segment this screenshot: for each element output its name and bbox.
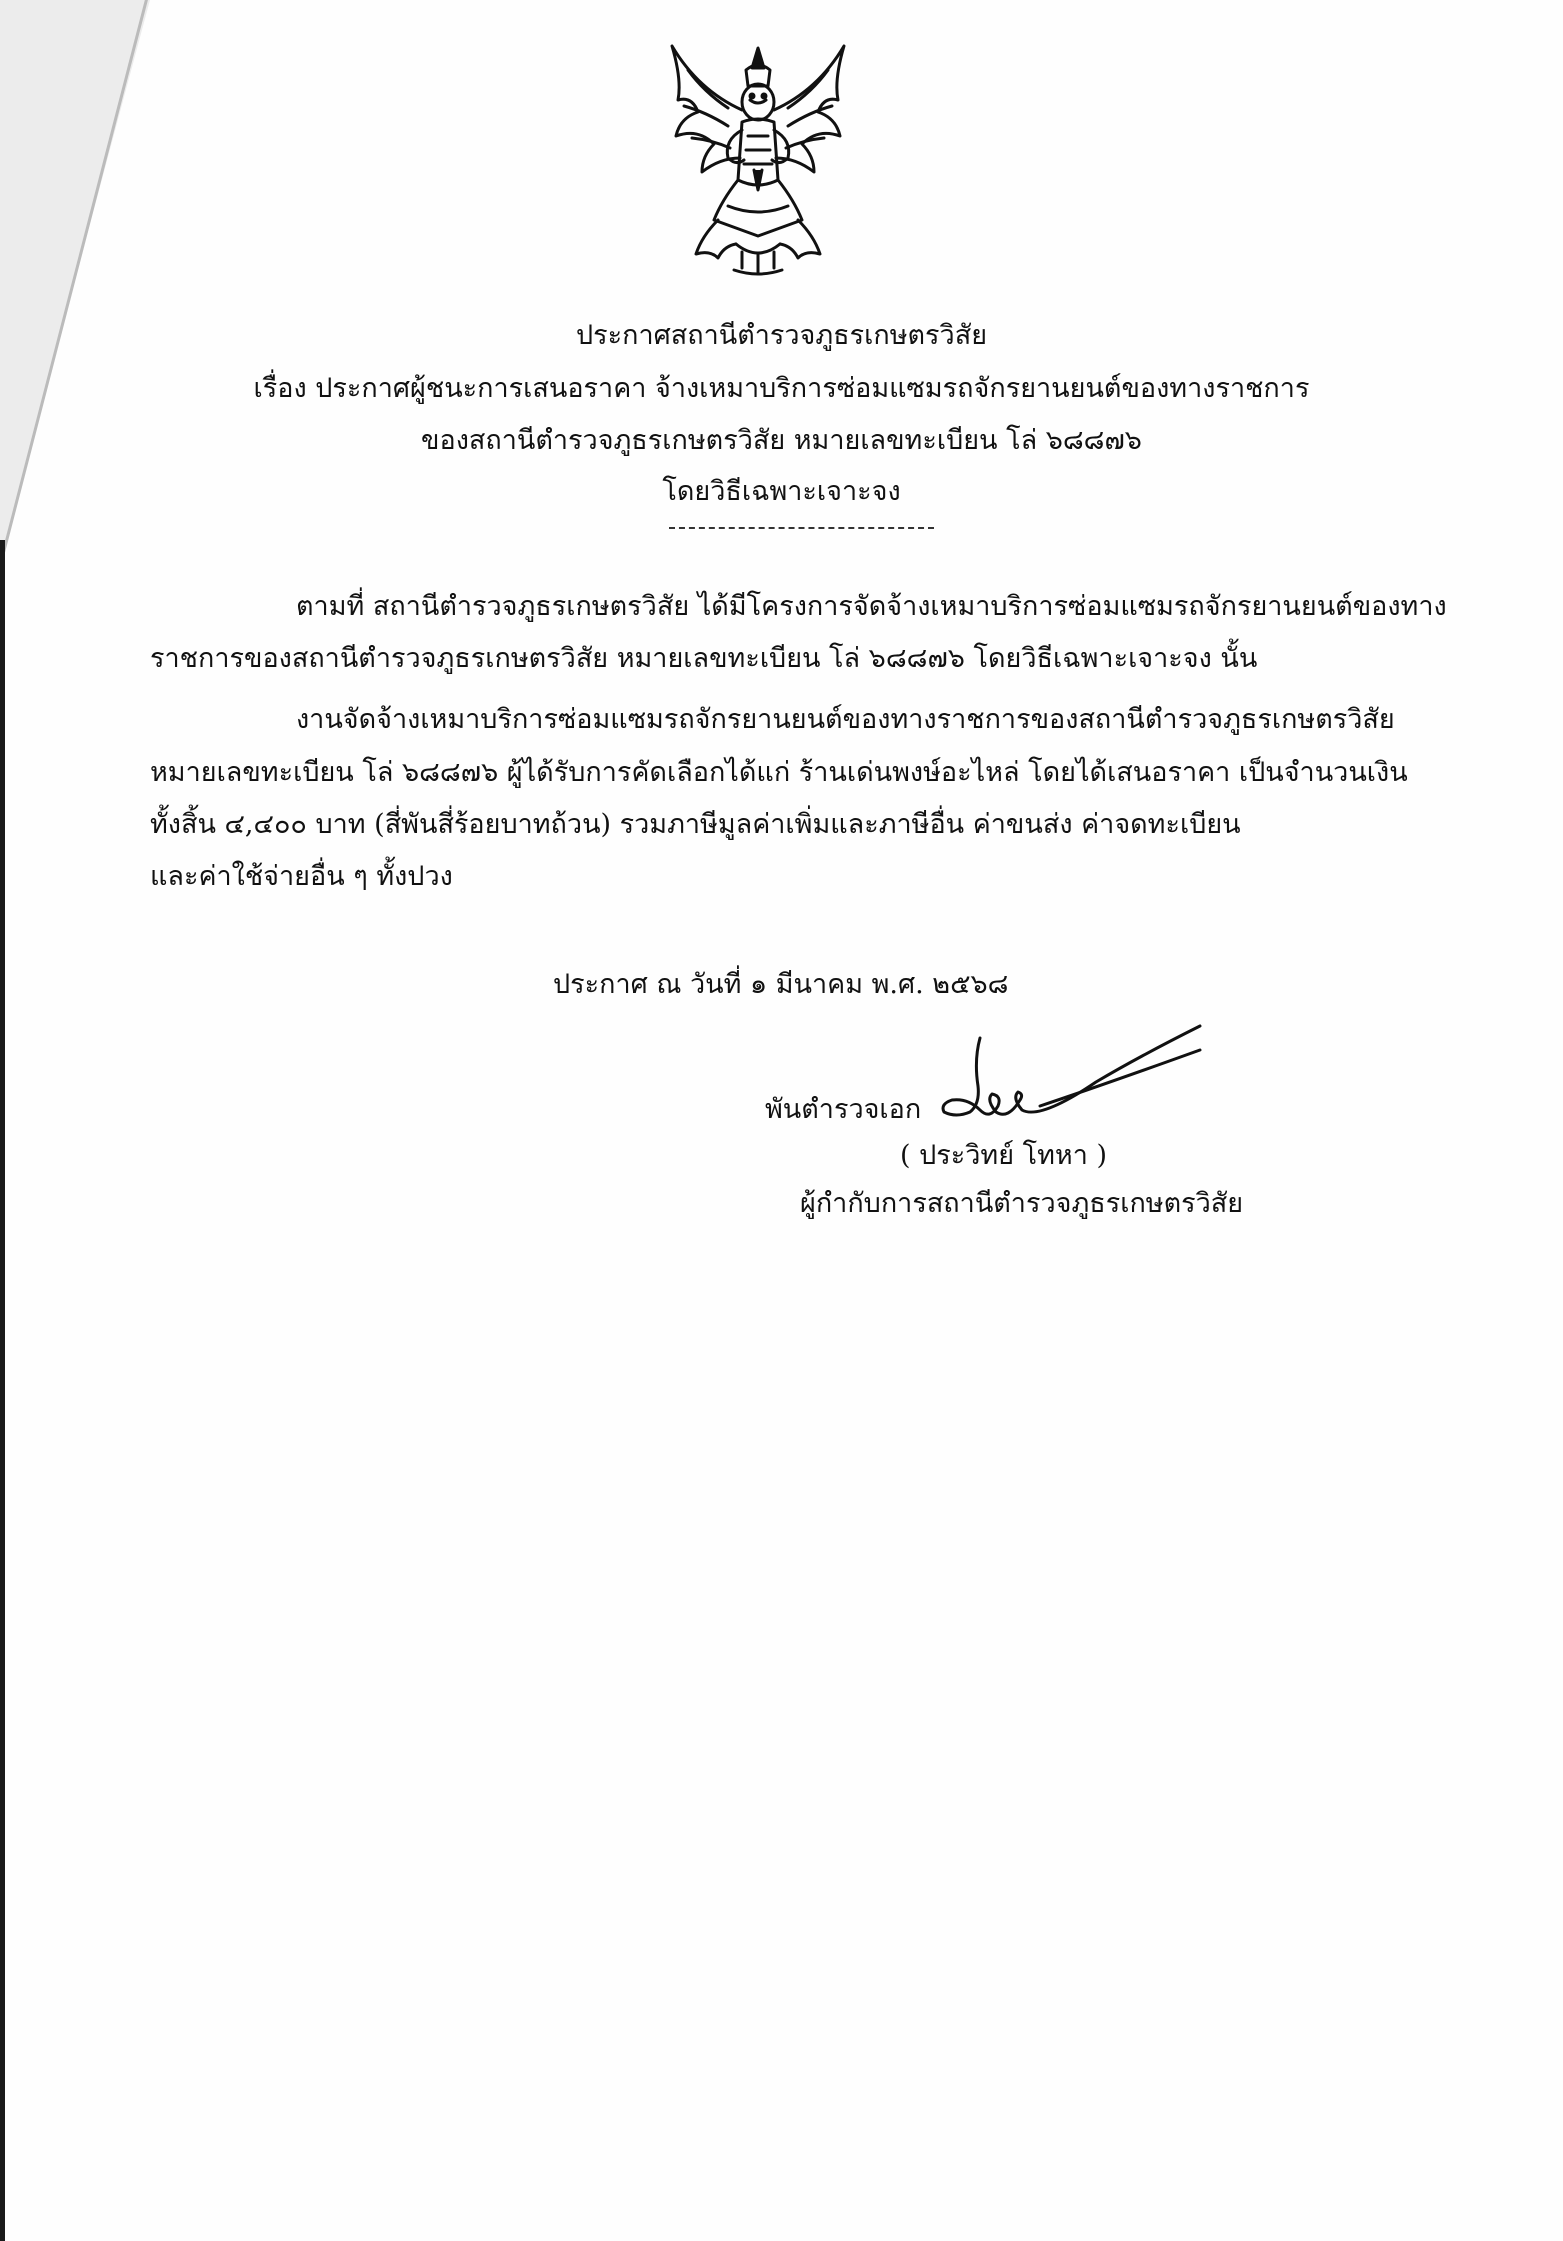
signatory-name: ( ประวิทย์ โทหา ): [900, 1140, 1107, 1171]
subject-line-3: โดยวิธีเฉพาะเจาะจง: [662, 476, 901, 507]
signatory-rank: พันตำรวจเอก: [765, 1094, 922, 1125]
garuda-emblem-icon: [658, 40, 858, 280]
scan-edge-bar: [0, 540, 5, 2241]
paragraph-1-line-1: ตามที่ สถานีตำรวจภูธรเกษตรวิสัย ได้มีโครงการจัดจ้างเหมาบริการซ่อมแซมรถจักรยานยนต์ของทาง: [296, 591, 1447, 622]
paragraph-2-line-1: งานจัดจ้างเหมาบริการซ่อมแซมรถจักรยานยนต์ของทางราชการของสถานีตำรวจภูธรเกษตรวิสัย: [296, 704, 1395, 735]
handwritten-signature: [900, 1020, 1230, 1140]
subject-line-2: ของสถานีตำรวจภูธรเกษตรวิสัย หมายเลขทะเบียน โล่ ๖๘๘๗๖: [421, 425, 1142, 456]
paragraph-2-line-3: ทั้งสิ้น ๔,๔๐๐ บาท (สี่พันสี่ร้อยบาทถ้วน) รวมภาษีมูลค่าเพิ่มและภาษีอื่น ค่าขนส่ง ค่าจดทะเบียน: [150, 809, 1241, 840]
header-divider: [669, 527, 934, 529]
paragraph-2-line-2: หมายเลขทะเบียน โล่ ๖๘๘๗๖ ผู้ได้รับการคัดเลือกได้แก่ ร้านเด่นพงษ์อะไหล่ โดยได้เสนอราคา เป็นจำนวนเงิน: [150, 757, 1408, 788]
paragraph-2-line-4: และค่าใช้จ่ายอื่น ๆ ทั้งปวง: [150, 861, 453, 892]
paragraph-1-line-2: ราชการของสถานีตำรวจภูธรเกษตรวิสัย หมายเลขทะเบียน โล่ ๖๘๘๗๖ โดยวิธีเฉพาะเจาะจง นั้น: [150, 643, 1258, 674]
announcement-date: ประกาศ ณ วันที่ ๑ มีนาคม พ.ศ. ๒๕๖๘: [553, 969, 1009, 1000]
document-title: ประกาศสถานีตำรวจภูธรเกษตรวิสัย: [575, 320, 988, 351]
subject-line-1: เรื่อง ประกาศผู้ชนะการเสนอราคา จ้างเหมาบริการซ่อมแซมรถจักรยานยนต์ของทางราชการ: [253, 373, 1310, 404]
signatory-position: ผู้กำกับการสถานีตำรวจภูธรเกษตรวิสัย: [800, 1188, 1244, 1219]
